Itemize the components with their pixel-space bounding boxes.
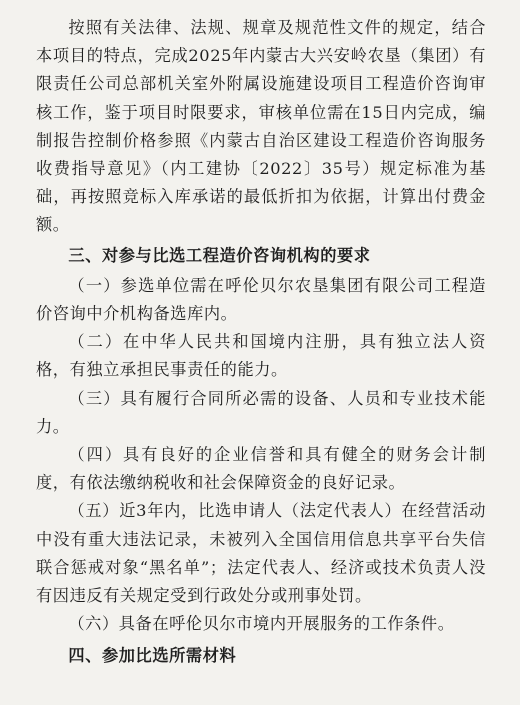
requirement-5: （五）近3年内，比选申请人（法定代表人）在经营活动中没有重大违法记录，未被列入全国信用信息共享平台失信联合惩戒对象“黑名单”；法定代表人、经济或技术负责人没有因违反有关规定受到行政处分或刑事处罚。 bbox=[36, 501, 486, 606]
section-3-heading: 三、对参与比选工程造价咨询机构的要求 bbox=[68, 245, 371, 265]
requirement-4: （四）具有良好的企业信誉和具有健全的财务会计制度，有依法缴纳税收和社会保障资金的良好记录。 bbox=[36, 445, 486, 493]
intro-paragraph: 按照有关法律、法规、规章及规范性文件的规定，结合本项目的特点，完成2025年内蒙古大兴安岭农垦（集团）有限责任公司总部机关室外附属设施建设项目工程造价咨询审核工作，鉴于项目时限要求，审核单位需在15日内完成，编制报告控制价格参照《内蒙古自治区建设工程造价咨询服务收费指导意见》（内工建协〔2022〕35号）规定标准为基础，再按照竞标入库承诺的最低折扣为依据，计算出付费金额。 bbox=[36, 18, 486, 235]
section-4-heading: 四、参加比选所需材料 bbox=[68, 646, 237, 666]
requirement-6: （六）具备在呼伦贝尔市境内开展服务的工作条件。 bbox=[68, 614, 455, 634]
requirement-1: （一）参选单位需在呼伦贝尔农垦集团有限公司工程造价咨询中介机构备选库内。 bbox=[36, 275, 486, 324]
requirement-3: （三）具有履行合同所必需的设备、人员和专业技术能力。 bbox=[36, 388, 486, 436]
requirement-2: （二）在中华人民共和国境内注册，具有独立法人资格，有独立承担民事责任的能力。 bbox=[36, 332, 486, 380]
